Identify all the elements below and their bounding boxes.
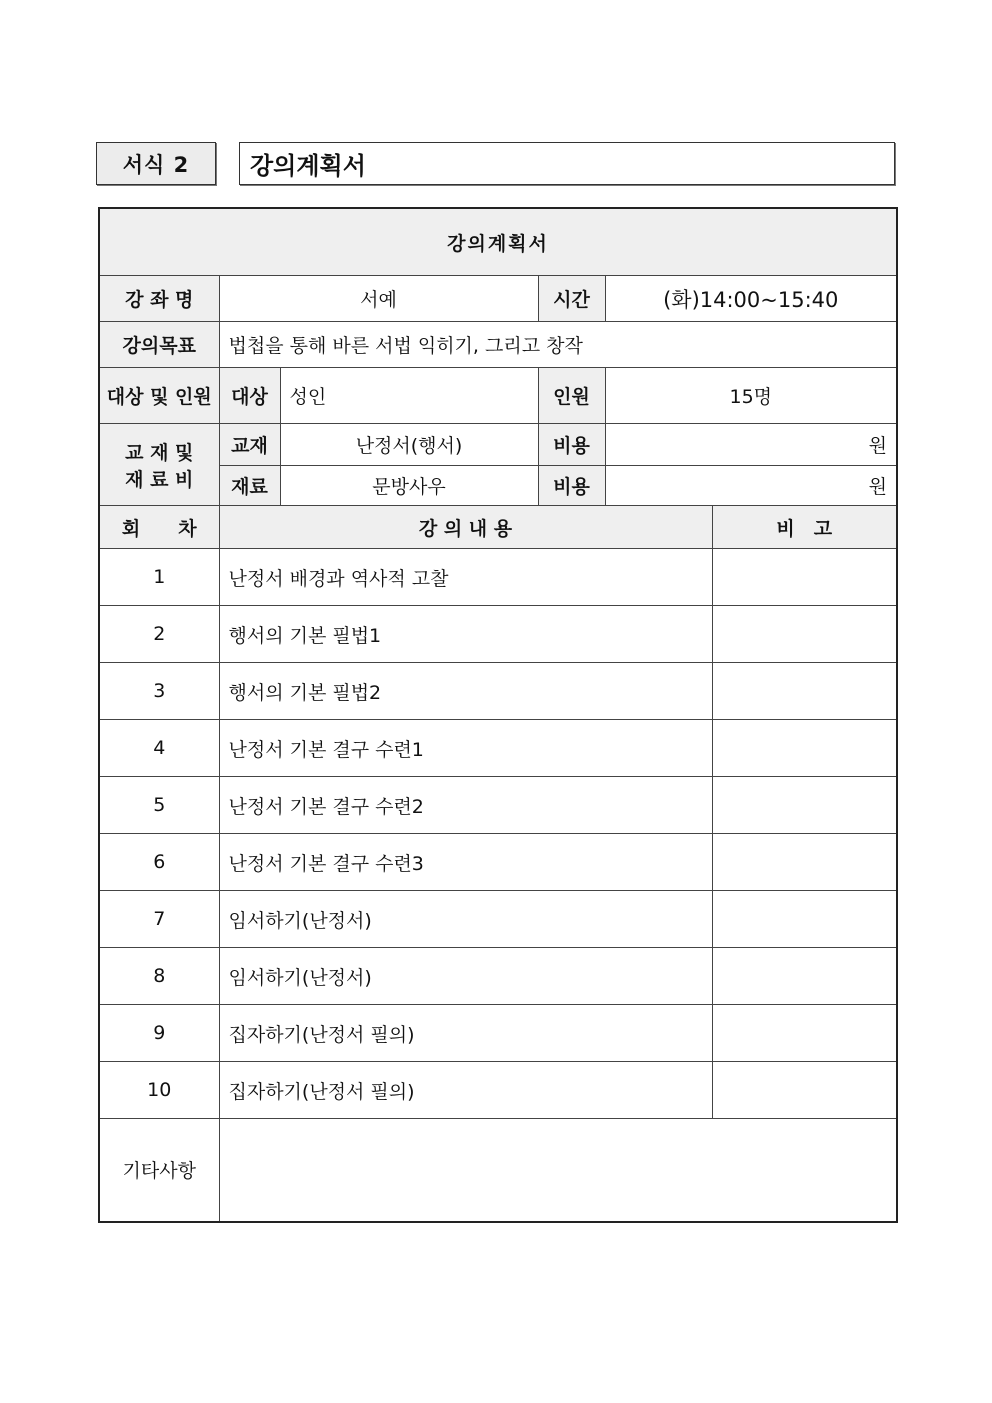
session-content: 난정서 배경과 역사적 고찰 (219, 549, 712, 606)
etc-label: 기타사항 (99, 1119, 219, 1222)
session-content: 집자하기(난정서 필의) (219, 1062, 712, 1119)
session-number: 10 (99, 1062, 219, 1119)
materials-label (99, 424, 219, 506)
session-number: 6 (99, 834, 219, 891)
session-content: 임서하기(난정서) (219, 948, 712, 1005)
session-note (712, 1062, 897, 1119)
etc-value (219, 1119, 897, 1222)
session-note (712, 1005, 897, 1062)
supplies-cost-value: 원 (605, 466, 897, 506)
table-row (99, 720, 897, 777)
textbook-cost-value: 원 (605, 424, 897, 466)
session-content: 난정서 기본 결구 수련2 (219, 777, 712, 834)
session-note (712, 891, 897, 948)
session-content: 행서의 기본 필법1 (219, 606, 712, 663)
session-number: 1 (99, 549, 219, 606)
document-title: 강의계획서 (99, 208, 897, 276)
session-number: 4 (99, 720, 219, 777)
session-number: 9 (99, 1005, 219, 1062)
session-note (712, 948, 897, 1005)
textbook-value: 난정서(행서) (280, 424, 538, 466)
session-note (712, 549, 897, 606)
target-value: 성인 (280, 368, 538, 424)
session-content: 행서의 기본 필법2 (219, 663, 712, 720)
session-content: 집자하기(난정서 필의) (219, 1005, 712, 1062)
time-value: (화)14:00~15:40 (605, 276, 897, 322)
session-note (712, 777, 897, 834)
materials-label-line-2: 재 료 비 (125, 468, 194, 491)
session-number: 5 (99, 777, 219, 834)
table-row (99, 777, 897, 834)
session-number: 8 (99, 948, 219, 1005)
session-note (712, 606, 897, 663)
note-header: 비 고 (712, 506, 897, 549)
session-content: 임서하기(난정서) (219, 891, 712, 948)
session-number: 7 (99, 891, 219, 948)
table-row (99, 948, 897, 1005)
objective-value: 법첩을 통해 바른 서법 익히기, 그리고 창작 (219, 322, 897, 368)
session-content: 난정서 기본 결구 수련3 (219, 834, 712, 891)
supplies-cost-label: 비용 (538, 466, 605, 506)
session-note (712, 720, 897, 777)
textbook-label: 교재 (219, 424, 280, 466)
form-number-label: 서식 2 (96, 142, 216, 185)
materials-label-line-1: 교 재 및 (125, 441, 194, 464)
time-label: 시간 (538, 276, 605, 322)
course-name-value: 서예 (219, 276, 538, 322)
content-header: 강 의 내 용 (219, 506, 712, 549)
target-sub-label: 대상 (219, 368, 280, 424)
course-name-label: 강 좌 명 (99, 276, 219, 322)
target-label: 대상 및 인원 (99, 368, 219, 424)
session-note (712, 663, 897, 720)
headcount-value: 15명 (605, 368, 897, 424)
lecture-plan-table (98, 207, 898, 1223)
textbook-cost-label: 비용 (538, 424, 605, 466)
supplies-value: 문방사우 (280, 466, 538, 506)
supplies-label: 재료 (219, 466, 280, 506)
session-number: 2 (99, 606, 219, 663)
session-note (712, 834, 897, 891)
table-row (99, 606, 897, 663)
headcount-label: 인원 (538, 368, 605, 424)
table-row (99, 1062, 897, 1119)
table-row (99, 1005, 897, 1062)
form-title: 강의계획서 (239, 142, 895, 185)
session-number: 3 (99, 663, 219, 720)
objective-label: 강의목표 (99, 322, 219, 368)
table-row (99, 891, 897, 948)
table-row (99, 663, 897, 720)
table-row (99, 549, 897, 606)
session-header: 회 차 (99, 506, 219, 549)
session-content: 난정서 기본 결구 수련1 (219, 720, 712, 777)
table-row (99, 834, 897, 891)
